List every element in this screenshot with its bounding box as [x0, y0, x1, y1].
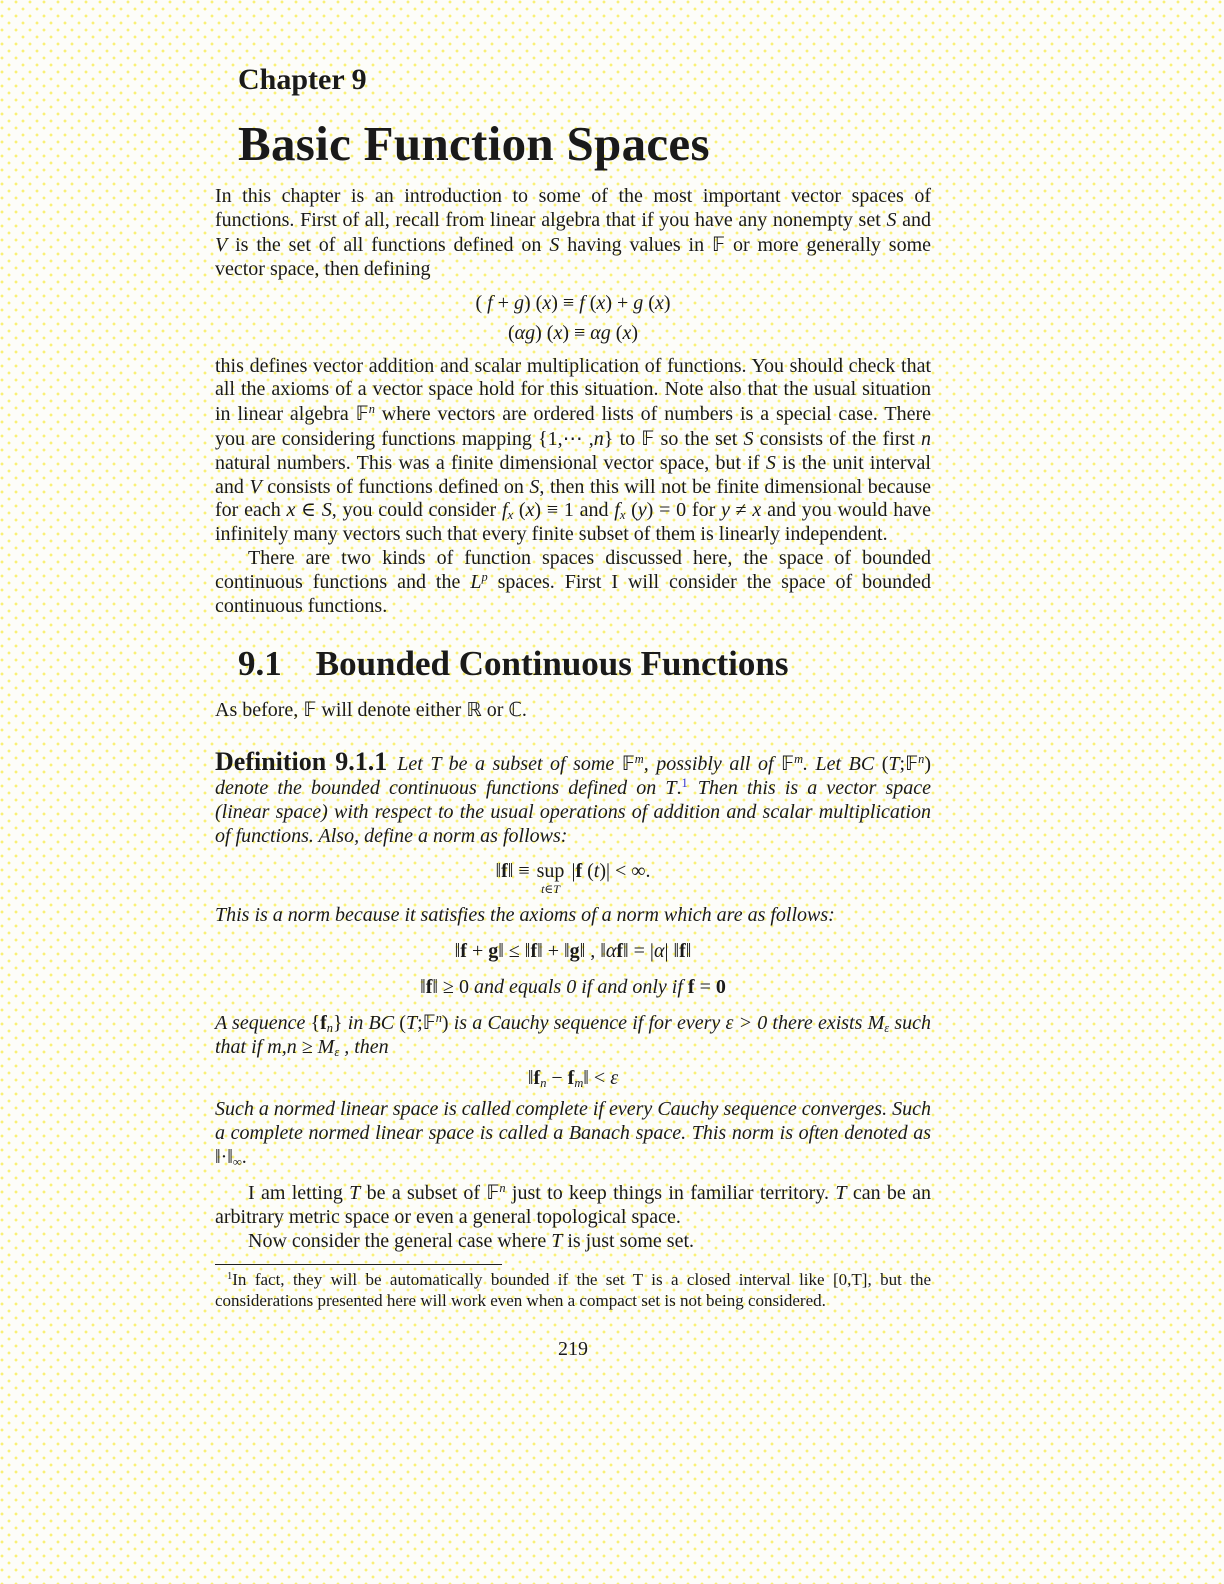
text-run: ∞ — [232, 1154, 242, 1169]
text-run: ( — [582, 859, 594, 882]
text-run: + — [492, 291, 515, 314]
text-run: , you could consider — [331, 499, 502, 522]
text-run: ) ≡ 1 and — [534, 499, 615, 522]
paragraph-vector-space — [215, 355, 931, 547]
text-run: 0 — [715, 976, 726, 999]
text-run: αg — [590, 321, 611, 344]
text-run: just to keep things in familiar territory. — [505, 1182, 836, 1205]
text-run: ‖ ≥ 0 — [432, 976, 475, 999]
paragraph-letting-t — [215, 1181, 931, 1230]
text-run: ‖ — [527, 1066, 534, 1089]
text-run: L — [470, 570, 482, 593]
text-run: ε — [884, 1021, 890, 1036]
text-run: such that if — [215, 1012, 931, 1059]
paragraph-f-denote — [215, 698, 931, 723]
text-run: ℂ — [508, 697, 522, 721]
text-run: denote the bounded continuous functions defined on — [215, 777, 666, 800]
text-run: I am letting — [248, 1182, 350, 1205]
text-run: is the set of all functions defined on — [227, 233, 550, 256]
text-run: V — [215, 233, 228, 256]
text-run: { — [310, 1012, 321, 1035]
text-run: ( — [625, 499, 638, 522]
text-run: {1,⋯ , — [538, 427, 594, 450]
sup-limit-operator: sup t∈T — [536, 859, 565, 896]
text-run: g — [488, 940, 499, 963]
text-run: ‖ ≤ ‖ — [498, 940, 531, 963]
text-run: m — [634, 752, 644, 767]
text-run: ; — [417, 1012, 423, 1035]
text-run: , then this will not be finite dimensional because for each — [215, 475, 931, 522]
text-run: n — [499, 1181, 506, 1196]
text-run: f — [616, 940, 624, 963]
text-run: ( — [394, 1012, 406, 1035]
text-run: f — [567, 1066, 575, 1089]
text-run: ε — [725, 1012, 734, 1035]
text-run: M — [317, 1036, 335, 1059]
text-run: f — [614, 499, 620, 522]
text-run: ‖ = | — [623, 940, 654, 963]
footnote-rule — [215, 1264, 502, 1265]
text-run: In fact, they will be automatically bounded if the set T is a closed interval like [0,T], but the considerations presented here will work even when a compact set is not being considered. — [215, 1269, 931, 1311]
text-run: m — [267, 1036, 282, 1059]
text-run: is just some set. — [562, 1229, 694, 1252]
text-run: There are two kinds of function spaces discussed here, the space of bounded continuous functions and the — [215, 546, 931, 593]
text-run: 𝔽 — [621, 752, 635, 776]
text-column — [215, 0, 931, 1361]
text-run: 𝔽 — [905, 752, 919, 776]
text-run: S — [743, 427, 754, 450]
text-run: 𝔽 — [711, 232, 726, 256]
text-run: ≠ — [729, 499, 753, 522]
text-run: n — [286, 1036, 297, 1059]
text-run: ‖ — [420, 976, 426, 999]
text-run: having values in — [559, 233, 712, 256]
equation-scalar-mult — [215, 319, 931, 347]
text-run: m — [794, 752, 804, 767]
paragraph-cauchy — [215, 1011, 931, 1060]
text-run: f — [460, 940, 467, 963]
chapter-label: Chapter 9 — [238, 63, 367, 96]
text-run: ( — [507, 321, 515, 344]
text-run: ( — [475, 291, 488, 314]
text-run: | ‖ — [664, 940, 680, 963]
text-run: 𝔽 — [303, 697, 317, 721]
text-run: α — [653, 940, 665, 963]
text-run: Then this is a vector space (linear space) with respect to the usual operations of addition and scalar multiplication of functions. Also, define a norm as follows: — [215, 777, 932, 847]
footnote-ref-link[interactable]: 1 — [681, 776, 688, 791]
text-run: spaces. First I will consider the space of bounded continuous functions. — [215, 570, 931, 617]
text-run: T — [665, 777, 677, 800]
text-run: . — [676, 777, 682, 800]
text-run: n — [540, 1076, 547, 1091]
equation-norm — [215, 857, 931, 895]
text-run: + — [466, 940, 489, 963]
section-title: Bounded Continuous Functions — [315, 644, 789, 684]
text-run: x — [507, 508, 514, 523]
text-run: x — [286, 499, 296, 522]
text-run: n — [918, 752, 925, 767]
text-run: f — [320, 1012, 327, 1035]
chapter-title: Basic Function Spaces — [238, 116, 710, 171]
text-run: f — [679, 940, 686, 963]
page-number: 219 — [558, 1337, 588, 1360]
equation-triangle-inequality — [215, 937, 931, 965]
text-run: T — [405, 1012, 418, 1035]
text-run: or more generally some vector space, then defining — [215, 233, 931, 280]
text-run: and — [896, 209, 931, 232]
text-run: be a subset of — [360, 1182, 487, 1205]
text-run: | — [566, 859, 576, 882]
text-run: ‖ — [454, 940, 461, 963]
text-run: 𝔽 — [355, 402, 369, 426]
text-run: t — [593, 859, 600, 882]
text-run: f — [575, 859, 583, 882]
text-run: and equals 0 if and only if — [474, 976, 688, 999]
text-run: f — [487, 291, 493, 314]
text-run: ℝ — [466, 697, 482, 721]
text-run: ( — [874, 753, 889, 776]
text-run: y — [637, 499, 647, 522]
text-run: Such a normed linear space is called complete if every Cauchy sequence converges. Such a complete normed linear space is called a Banach space. This norm is often denoted as — [215, 1097, 931, 1144]
text-run: ) ≡ — [562, 321, 591, 344]
text-run: αg — [514, 321, 536, 344]
paragraph-two-kinds — [215, 547, 931, 618]
text-run: f — [533, 1066, 541, 1089]
paragraph-norm-axioms-intro — [215, 904, 931, 928]
text-run: ε — [334, 1045, 340, 1060]
text-run: g — [514, 291, 525, 314]
text-run: n — [368, 402, 375, 417]
text-run: This is a norm because it satisfies the axioms of a norm which are as follows: — [215, 903, 835, 926]
text-run: ( — [584, 291, 597, 314]
text-run: . Let — [803, 753, 849, 776]
text-run: A sequence — [215, 1012, 311, 1035]
text-run: n — [435, 1011, 442, 1026]
text-run: = — [694, 976, 716, 999]
text-run: be a subset of some — [441, 753, 622, 776]
text-run: T — [888, 753, 900, 776]
text-run: f — [530, 940, 538, 963]
text-run: BC — [368, 1012, 395, 1035]
text-run: g — [569, 940, 580, 963]
footnote — [215, 1269, 931, 1312]
text-run: x — [622, 321, 632, 344]
text-run: S — [321, 499, 332, 522]
text-run: f — [425, 976, 433, 999]
paragraph-intro — [215, 185, 931, 281]
text-run: ) = 0 for — [646, 499, 721, 522]
text-run: and you would have infinitely many vectors such that every finite subset of them is linearly independent. — [215, 499, 931, 546]
text-run: ‖ , ‖ — [579, 940, 606, 963]
text-run: ‖ + ‖ — [537, 940, 570, 963]
text-run: S — [529, 475, 540, 498]
text-run: x — [752, 499, 762, 522]
paragraph-definition — [215, 747, 932, 848]
text-run: m — [574, 1076, 584, 1091]
text-run: ( — [610, 321, 623, 344]
paragraph-now-consider — [215, 1230, 931, 1254]
text-run: Definition 9.1.1 — [215, 747, 388, 777]
text-run: x — [525, 499, 535, 522]
text-run: } — [333, 1012, 343, 1035]
text-run: natural numbers. This was a finite dimensional vector space, but if — [215, 451, 766, 474]
text-run: T — [835, 1182, 847, 1205]
text-run: ‖ — [495, 859, 502, 882]
text-run: f — [579, 291, 585, 314]
paragraph-banach — [215, 1098, 931, 1169]
text-run: ) — [663, 291, 671, 314]
text-run: Let — [387, 753, 431, 776]
text-run: As before, — [215, 698, 304, 721]
text-run: 𝔽 — [641, 426, 655, 450]
text-run: ) ( — [524, 291, 543, 314]
section-number: 9.1 — [238, 644, 282, 684]
text-run: in — [342, 1012, 369, 1035]
text-run: ; — [899, 753, 906, 776]
text-run: V — [249, 475, 262, 498]
text-run: 𝔽 — [486, 1181, 500, 1205]
text-run: > 0 there exists — [733, 1012, 868, 1035]
text-run: consists of functions defined on — [261, 475, 530, 498]
text-run: ) + — [605, 291, 634, 314]
text-run: where vectors are ordered lists of numbers is a special case. There you are considering functions mapping — [215, 403, 931, 450]
text-run: S — [765, 451, 776, 474]
text-run: , possibly all of — [643, 753, 782, 776]
text-run: will denote either — [316, 698, 467, 721]
text-run: } to — [603, 427, 642, 450]
text-run: g — [633, 291, 644, 314]
text-run: x — [596, 291, 606, 314]
text-run: ( — [513, 499, 526, 522]
text-run: n — [326, 1021, 333, 1036]
text-run: S — [886, 209, 897, 232]
text-run: n — [921, 427, 931, 450]
text-run: ( — [643, 291, 655, 314]
text-run: f — [502, 499, 508, 522]
equation-nonnegativity — [215, 973, 931, 1001]
text-run: can be an arbitrary metric space or even a general topological space. — [215, 1182, 931, 1229]
text-run: )| < ∞. — [599, 859, 651, 882]
text-run: T — [430, 753, 442, 776]
text-run: . — [241, 1145, 247, 1168]
text-run: BC — [848, 753, 875, 776]
text-run: this defines vector addition and scalar multiplication of functions. You should check that all the axioms of a vector space hold for this situation. Note also that the usual situation in linear algebra — [215, 354, 931, 426]
text-run: ) — [441, 1012, 449, 1035]
text-run: ε — [610, 1066, 619, 1089]
text-run: x — [542, 291, 552, 314]
text-run: , — [281, 1036, 287, 1059]
text-run: M — [867, 1012, 885, 1035]
text-run: 𝔽 — [422, 1011, 436, 1035]
text-run: consists of the first — [753, 427, 921, 450]
text-run: T — [349, 1182, 361, 1205]
text-run: ) — [631, 321, 639, 344]
footnote-mark: 1 — [227, 1270, 233, 1282]
text-run: ) — [924, 753, 931, 776]
equation-cauchy — [215, 1064, 931, 1092]
text-run: x — [619, 508, 626, 523]
text-run: ≥ — [296, 1036, 318, 1059]
text-run: ‖ ≡ — [507, 859, 535, 882]
text-run: is the unit interval and — [215, 451, 931, 498]
text-run: y — [721, 499, 730, 522]
text-run: Now consider the general case where — [248, 1229, 552, 1252]
text-run: 𝔽 — [781, 752, 795, 776]
text-run: − — [546, 1066, 568, 1089]
text-run: is a Cauchy sequence if for every — [448, 1012, 726, 1035]
text-run: In this chapter is an introduction to some of the most important vector spaces of functions. First of all, recall from linear algebra that if you have any nonempty set — [215, 185, 931, 232]
text-run: . — [521, 698, 527, 721]
text-run: n — [593, 427, 604, 450]
text-run: ) ≡ — [551, 291, 580, 314]
text-run: T — [551, 1229, 563, 1252]
text-run: ‖ — [685, 940, 692, 963]
text-run: , then — [339, 1036, 389, 1059]
text-run: p — [481, 569, 488, 584]
text-run: ) ( — [535, 321, 554, 344]
text-run: or — [481, 698, 509, 721]
text-run: ‖·‖ — [215, 1145, 233, 1168]
text-run: f — [501, 859, 508, 882]
text-run: so the set — [654, 427, 744, 450]
document-body — [215, 185, 931, 1311]
section-heading — [238, 644, 931, 684]
text-run: f — [687, 976, 695, 999]
text-run: x — [553, 321, 563, 344]
equation-addition — [215, 289, 931, 317]
text-run: x — [654, 291, 664, 314]
text-run: ‖ < — [583, 1066, 611, 1089]
text-run: S — [549, 233, 560, 256]
text-run: ∈ — [295, 499, 322, 522]
text-run: α — [605, 940, 617, 963]
